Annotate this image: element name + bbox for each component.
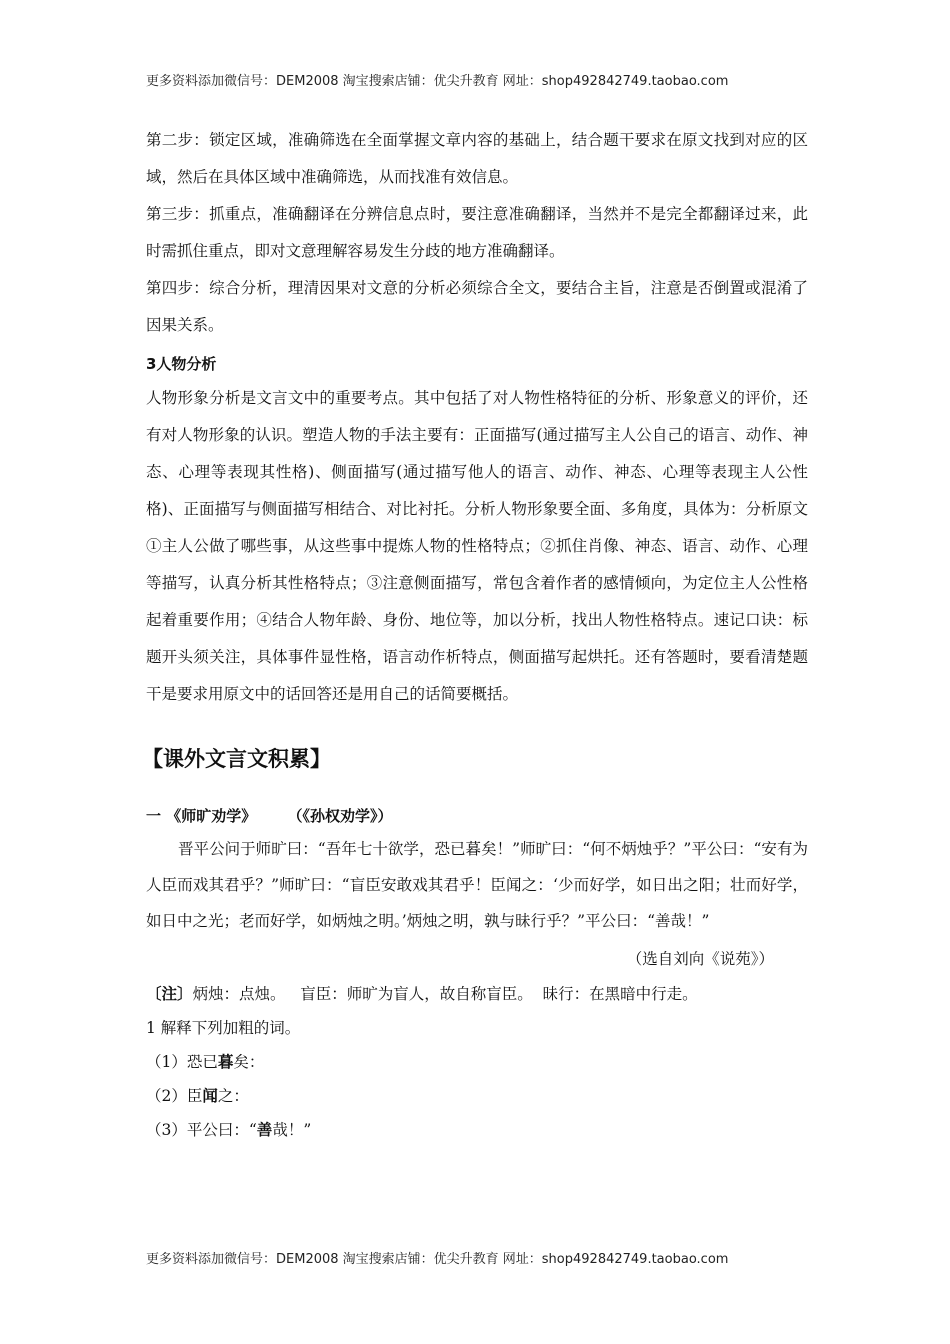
section-title: 【课外文言文积累】 — [142, 747, 331, 771]
bold-word-3: 善 — [256, 1120, 273, 1139]
page-footer: 更多资料添加微信号：DEM2008 淘宝搜索店铺：优尖升教育 网址：shop492842749.taobao.com — [146, 1252, 729, 1267]
note-text: 炳烛：点烛。 盲臣：师旷为盲人，故自称盲臣。 昧行：在黑暗中行走。 — [192, 985, 698, 1003]
passage-text: 晋平公问于师旷曰：“吾年七十欲学，恐已暮矣！”师旷曰：“何不炳烛乎？”平公曰：“安有为人臣而戏其君乎？”师旷曰：“盲臣安敢戏其君乎！臣闻之：‘少而好学，如日出之阳；壮而好学，如日中之光；老而好学，如炳烛之明。’炳烛之明，孰与昧行乎？”平公曰：“善哉！” — [146, 840, 808, 930]
passage-source: （选自刘向《说苑》） — [626, 950, 774, 968]
step-2-paragraph: 第二步：锁定区域，准确筛选在全面掌握文章内容的基础上，结合题干要求在原文找到对应的区域，然后在具体区域中准确筛选，从而找准有效信息。 — [146, 131, 808, 186]
annotation-note — [146, 977, 808, 1011]
step-4-paragraph: 第四步：综合分析，理清因果对文意的分析必须综合全文，要结合主旨，注意是否倒置或混淆了因果关系。 — [146, 279, 808, 334]
question-item-2: （2）臣闻之： — [146, 1086, 249, 1105]
bold-word-1: 暮 — [217, 1052, 234, 1071]
character-analysis-heading: 3人物分析 — [146, 355, 217, 373]
document-body — [142, 122, 808, 1147]
question-item-3: （3）平公曰：“善哉！” — [146, 1120, 312, 1139]
passage-title: 一 《师旷劝学》 （《孙权劝学》） — [146, 807, 393, 825]
character-analysis-paragraph: 人物形象分析是文言文中的重要考点。其中包括了对人物性格特征的分析、形象意义的评价，还有对人物形象的认识。塑造人物的手法主要有：正面描写(通过描写主人公自己的语言、动作、神态、心理等表现其性格)、侧面描写(通过描写他人的语言、动作、神态、心理等表现主人公性格)、正面描写与侧面描写相结合、对比衬托。分析人物形象要全面、多角度，具体为：分析原文①主人公做了哪些事，从这些事中提炼人物的性格特点；②抓住肖像、神态、语言、动作、心理等描写，认真分析其性格特点；③注意侧面描写，常包含着作者的感情倾向，为定位主人公性格起着重要作用；④结合人物年龄、身份、地位等，加以分析，找出人物性格特点。速记口诀：标题开头须关注，具体事件显性格，语言动作析特点，侧面描写起烘托。还有答题时，要看清楚题干是要求用原文中的话回答还是用自己的话简要概括。 — [146, 389, 808, 703]
page-header: 更多资料添加微信号：DEM2008 淘宝搜索店铺：优尖升教育 网址：shop492842749.taobao.com — [146, 74, 729, 89]
note-label: 〔注〕 — [146, 984, 193, 1003]
step-3-paragraph: 第三步：抓重点，准确翻译在分辨信息点时，要注意准确翻译，当然并不是完全都翻译过来，此时需抓住重点，即对文意理解容易发生分歧的地方准确翻译。 — [146, 205, 808, 260]
question-title: 1 解释下列加粗的词。 — [146, 1019, 301, 1037]
bold-word-2: 闻 — [202, 1086, 218, 1105]
question-item-1: （1）恐已暮矣： — [146, 1052, 265, 1071]
